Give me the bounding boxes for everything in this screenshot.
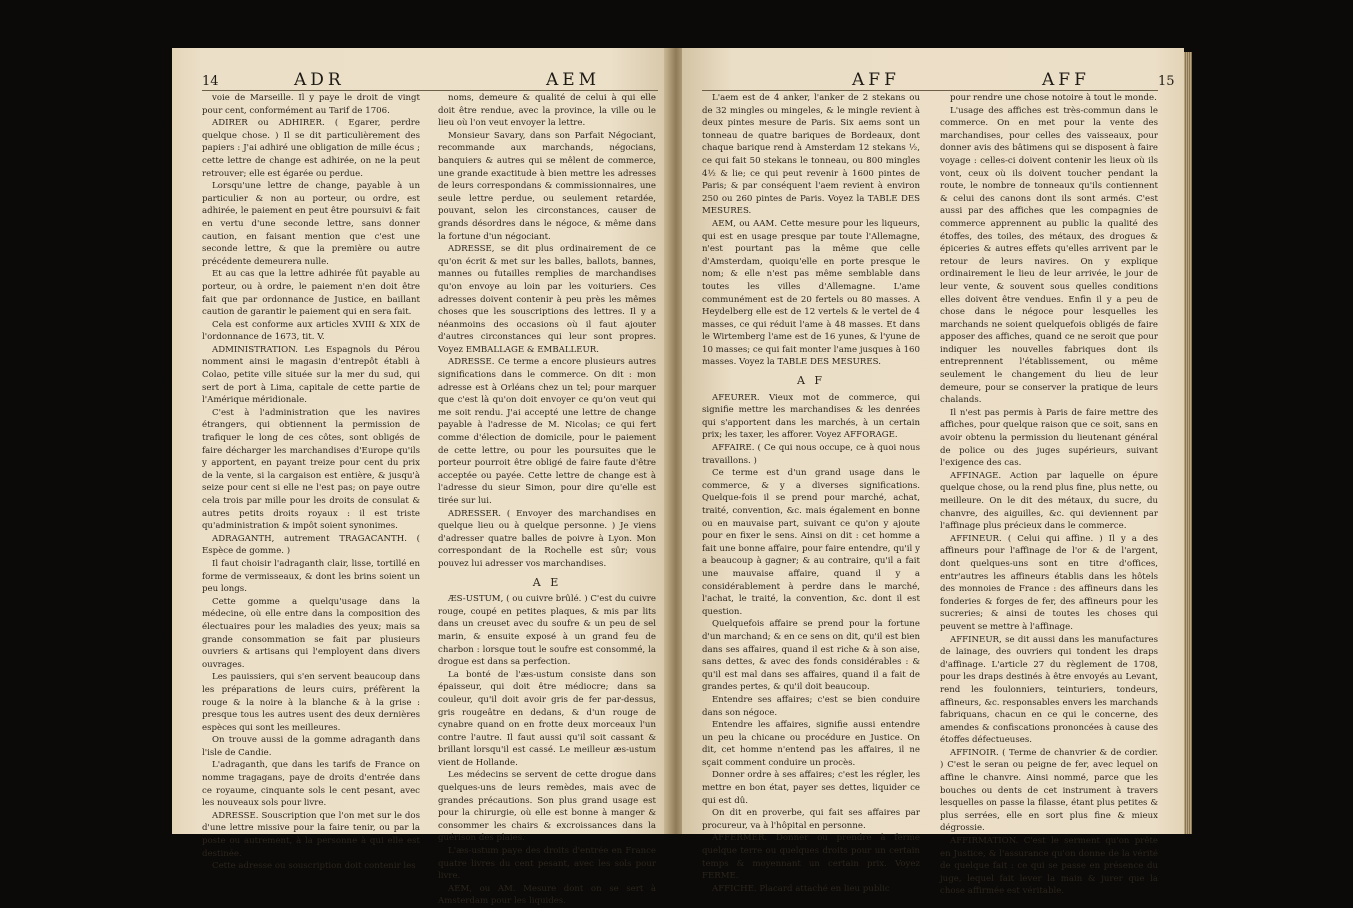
paragraph: La bonté de l'æs-ustum consiste dans son épaisseur, qui doit être médiocre; dans sa couleur, qu'il doit avoir gris de fer par-dessus, gris rougeâtre en dedans, & d'un rouge de cynabre quand on en frotte deux morceaux l'un contre l'autre. Il faut aussi qu'il soit cassant & brillant lorsqu'il est cassé. Le meilleur æs-ustum vient de Hollande.	[438, 669, 656, 768]
paragraph: Les pauissiers, qui s'en servent beaucoup dans les préparations de leurs cuirs, préfèrent la rouge & la noire à la blanche & à la grise : presque tous les autres usent des deux dernières espèces qui sont les meilleures.	[202, 672, 420, 733]
left-head-rule	[202, 90, 658, 91]
paragraph: ADRESSE, se dit plus ordinairement de ce qu'on écrit & met sur les balles, ballots, bannes, mannes ou futailles remplies de marchandises qu'on envoye au loin par les voituriers. Ces adresses doivent contenir à peu près les mêmes choses que les souscriptions des lettres. Il y a néanmoins des occasions où il faut ajouter d'autres circonstances qui leur sont propres. Voyez EMBALLAGE & EMBALLEUR.	[438, 244, 656, 355]
paragraph: On trouve aussi de la gomme adraganth dans l'isle de Candie.	[202, 735, 420, 758]
right-head-rule	[702, 90, 1158, 91]
left-page-number: 14	[202, 74, 219, 89]
paragraph: ADRAGANTH, autrement TRAGACANTH. ( Espèce de gomme. )	[202, 533, 420, 557]
right-column-1	[702, 92, 920, 895]
paragraph: Entendre ses affaires; c'est se bien conduire dans son négoce.	[702, 694, 920, 718]
paragraph: ADRESSE. Souscription que l'on met sur le dos d'une lettre missive pour la faire tenir, ou par la poste ou autrement, à la personne à qui elle est destinée.	[202, 810, 420, 859]
paragraph: AFFINAGE. Action par laquelle on épure quelque chose, ou la rend plus fine, plus nette, ou meilleure. On le dit des métaux, du sucre, du chanvre, des aiguilles, &c. qui deviennent par l'affinage plus précieux dans le commerce.	[940, 470, 1158, 532]
paragraph: pour rendre une chose notoire à tout le monde.	[950, 93, 1157, 103]
page-edges	[1184, 52, 1192, 834]
paragraph: noms, demeure & qualité de celui à qui elle doit être rendue, avec la province, la ville ou le lieu où l'on veut envoyer la lettre.	[438, 93, 656, 129]
left-column-1	[202, 92, 420, 873]
paragraph: Quelquefois affaire se prend pour la fortune d'un marchand; & en ce sens on dit, qu'il est bien dans ses affaires, quand il est riche & à son aise, sans dettes, & avec des fonds considérables : & qu'il est mal dans ses affaires, quand il a fait de grandes pertes, & qu'il doit beaucoup.	[702, 619, 920, 693]
book-spread	[172, 48, 1184, 907]
paragraph: AFFINEUR. ( Celui qui affine. ) Il y a des affineurs pour l'affinage de l'or & de l'argent, dont quelques-uns sont en titre d'offices, entr'autres les affineurs établis dans les hôtels des monnoies de France : des affineurs dans les fonderies & forges de fer, des affineurs pour les sucreries; & ainsi de toutes les choses qui peuvent se mettre à l'affinage.	[940, 533, 1158, 632]
paragraph: L'æs-ustum paye des droits d'entrée en France quatre livres du cent pesant, avec les sols pour livre.	[438, 846, 656, 882]
paragraph: ÆS-USTUM, ( ou cuivre brûlé. ) C'est du cuivre rouge, coupé en petites plaques, & mis par lits dans un creuset avec du soufre & un peu de sel marin, & ensuite exposé à un grand feu de charbon : lorsque tout le soufre est consommé, la drogue est dans sa perfection.	[438, 594, 656, 668]
paragraph: ADRESSE. Ce terme a encore plusieurs autres significations dans le commerce. On dit : mon adresse est à Orléans chez un tel; pour marquer que c'est là qu'on doit envoyer ce qu'on veut qui me soit rendu. J'ai accepté une lettre de change payable à l'adresse de M. Nicolas; ce qui fert comme d'élection de domicile, pour le paiement de cette lettre, ou pour les poursuites que le porteur pourroit être obligé de faire faute d'être acceptée ou payée. Cette lettre de change est à l'adresse du sieur Simon, pour dire qu'elle est tirée sur lui.	[438, 357, 656, 506]
paragraph: ADRESSER. ( Envoyer des marchandises en quelque lieu ou à quelque personne. ) Je viens d'adresser quatre balles de poivre à Lyon. Mon correspondant de la Rochelle est sûr; vous pouvez lui adresser vos marchandises.	[438, 508, 656, 569]
right-head-right: AFF	[1042, 70, 1090, 90]
paragraph: Lorsqu'une lettre de change, payable à un particulier & non au porteur, ou ordre, est adhirée, le paiement en peut être poursuivi & fait en vertu d'une seconde lettre, sans donner caution, en faisant mention que c'est une seconde lettre, & que la première ou autre précédente demeurera nulle.	[202, 181, 420, 267]
paragraph: C'est à l'administration que les navires étrangers, qui obtiennent la permission de trafiquer le long de ces côtes, sont obligés de faire décharger les marchandises d'Europe qu'ils y apportent, en payant treize pour cent du prix de la vente, si la cargaison est entière, & jusqu'à seize pour cent si elle ne l'est pas; on paye outre cela trois par mille pour les droits de consulat & autres petits droits royaux : il est triste qu'administration & impôt soient synonimes.	[202, 407, 420, 532]
right-page	[682, 48, 1184, 897]
right-column-2	[940, 92, 1158, 898]
paragraph: Ce terme est d'un grand usage dans le commerce, & y a diverses significations. Quelque-fois il se prend pour marché, achat, traité, convention, &c. mais également en bonne ou en mauvaise part, suivant ce qu'on y ajoute pour en fixer le sens. Ainsi on dit : cet homme a fait une bonne affaire, pour faire entendre, qu'il y a beaucoup à gagner; & au contraire, qu'il a fait une mauvaise affaire, quand il y a considérablement à perdre dans le marché, l'achat, le traité, la convention, &c. dont il est question.	[702, 468, 920, 617]
paragraph: AEM, ou AAM. Cette mesure pour les liqueurs, qui est en usage presque par toute l'Allemagne, n'est pourtant pas la même que celle d'Amsterdam, quoiqu'elle en porte presque le nom; & elle n'est pas même semblable dans toutes les villes d'Allemagne. L'ame communément est de 20 fertels ou 80 masses. A Heydelberg elle est de 12 vertels & le vertel de 4 masses, ce qui réduit l'ame à 48 masses. Et dans le Wirtemberg l'ame est de 16 yunes, & l'yune de 10 masses; ce qui fait monter l'ame jusques à 160 masses. Voyez la TABLE DES MESURES.	[702, 218, 920, 368]
paragraph: AFFERMER. Donner ou prendre à ferme quelque terre ou quelques droits pour un certain temps & moyennant un certain prix. Voyez FERME.	[702, 833, 920, 882]
left-head-right: AEM	[546, 70, 601, 90]
paragraph: voie de Marseille. Il y paye le droit de vingt pour cent, conformément au Tarif de 1706.	[202, 93, 420, 116]
right-page-number: 15	[1158, 74, 1175, 89]
paragraph: AFFIRMATION. C'est le serment qu'on prête en Justice, & l'assurance qu'on donne de la vérité de quelque fait : ce qui se passe en présence du juge, lequel fait lever la main & jurer que la chose affirmée est véritable.	[940, 836, 1158, 897]
left-head-left: ADR	[294, 70, 345, 90]
paragraph: L'aem est de 4 anker, l'anker de 2 stekans ou de 32 mingles ou mingeles, & le mingle revient à deux pintes mesure de Paris. Six aems sont un tonneau de quatre bariques de Bordeaux, dont chaque barique rend à Amsterdam 12 stekans ½, ce qui fait 50 stekans le tonneau, ou 800 mingles 4½ & lie; ce qui peut revenir à 1600 pintes de Paris; & par conséquent l'aem revient à environ 250 ou 260 pintes de Paris. Voyez la TABLE DES MESURES.	[702, 93, 920, 217]
paragraph: AFEURER. Vieux mot de commerce, qui signifie mettre les marchandises & les denrées qui s'apportent dans les marchés, à un certain prix; les taxer, les afforer. Voyez AFFORAGE.	[702, 392, 920, 441]
paragraph: AFFINOIR. ( Terme de chanvrier & de cordier. ) C'est le seran ou peigne de fer, avec lequel on affine le chanvre. Ainsi nommé, parce que les bouches ou dents de cet instrument à travers lesquelles on passe la filasse, étant plus petites & plus serrées, elle en sort plus fine & mieux dégrossie.	[940, 747, 1158, 834]
left-column-2	[438, 92, 656, 908]
paragraph: ADMINISTRATION. Les Espagnols du Pérou nomment ainsi le magasin d'entrepôt établi à Colao, petite ville située sur la mer du sud, qui sert de port à Lima, capitale de cette partie de l'Amérique méridionale.	[202, 344, 420, 406]
paragraph: Il faut choisir l'adraganth clair, lisse, tortillé en forme de vermisseaux, & dont les brins soient un peu longs.	[202, 558, 420, 595]
paragraph: Cela est conforme aux articles XVIII & XIX de l'ordonnance de 1673, tit. V.	[202, 319, 420, 343]
paragraph: On dit en proverbe, qui fait ses affaires par procureur, va à l'hôpital en personne.	[702, 808, 920, 831]
paragraph: ADIRER ou ADHIRER. ( Egarer, perdre quelque chose. ) Il se dit particulièrement des papiers : J'ai adhiré une obligation de mille écus ; cette lettre de change est adhirée, on ne la peut retrouver; elle est égarée ou perdue.	[202, 118, 420, 179]
left-page	[172, 48, 670, 907]
paragraph: Il n'est pas permis à Paris de faire mettre des affiches, pour quelque raison que ce soit, sans en avoir obtenu la permission du lieutenant général de police ou des juges supérieurs, suivant l'exigence des cas.	[940, 407, 1158, 469]
paragraph: L'adraganth, que dans les tarifs de France on nomme tragagans, paye de droits d'entrée dans ce royaume, cinquante sols le cent pesant, avec les nouveaux sols pour livre.	[202, 760, 420, 809]
paragraph: Entendre les affaires, signifie aussi entendre un peu la chicane ou procédure en Justice. On dit, cet homme n'entend pas les affaires, il ne sçait comment conduire un procès.	[702, 720, 920, 768]
right-running-head	[712, 70, 1175, 90]
paragraph: A F	[796, 374, 826, 388]
paragraph: AFFINEUR, se dit aussi dans les manufactures de lainage, des ouvriers qui tondent les draps d'affinage. L'article 27 du règlement de 1708, pour les draps destinés à être envoyés au Levant, rend les foulonniers, teinturiers, tondeurs, affineurs, &c. responsables envers les marchands fabriquans, chacun en ce qui le concerne, des amendes & confiscations prononcées à cause des étoffes défectueuses.	[940, 634, 1158, 746]
paragraph: Cette adresse ou souscription doit contenir les	[212, 861, 416, 872]
paragraph: A E	[532, 575, 562, 589]
paragraph: AFFAIRE. ( Ce qui nous occupe, ce à quoi nous travaillons. )	[702, 443, 920, 466]
left-running-head	[202, 70, 650, 90]
right-head-left: AFF	[852, 70, 900, 90]
paragraph: AEM, ou AM. Mesure dont on se sert à Amsterdam pour les liquides.	[438, 883, 656, 907]
paragraph: Et au cas que la lettre adhirée fût payable au porteur, ou à ordre, le paiement n'en doit être fait que par ordonnance de Justice, en baillant caution de garantir le paiement qui en sera fait.	[202, 269, 420, 318]
paragraph: L'usage des affiches est très-commun dans le commerce. On en met pour la vente des marchandises, pour celles des vaisseaux, pour donner avis des bâtimens qui se disposent à faire voyage : celles-ci doivent contenir les lieux où ils vont, ceux où ils doivent toucher pendant la route, le nombre de tonneaux qu'ils contiennent & celui des canons dont ils sont armés. C'est aussi par des affiches que les compagnies de commerce apprennent au public la qualité des étoffes, des toiles, des métaux, des drogues & épiceries & autres effets qu'elles arrivent par le retour de leurs navires. On y explique ordinairement le lieu de leur arrivée, le jour de leur vente, & souvent sous quelles conditions elles doivent être vendues. Enfin il y a peu de chose dans le négoce pour lesquelles les marchands ne soient quelquefois obligés de faire apposer des affiches, quand ce ne seroit que pour indiquer les nouvelles fabriques dont ils entreprennent l'établissement, ou même seulement le changement du lieu de leur demeure, pour se conserver la pratique de leurs chalands.	[940, 105, 1158, 406]
paragraph: Cette gomme a quelqu'usage dans la médecine, où elle entre dans la composition des électuaires pour les maladies des yeux; mais sa grande consommation se fait par plusieurs ouvriers & artisans qui l'employent dans divers ouvrages.	[202, 596, 420, 670]
paragraph: Monsieur Savary, dans son Parfait Négociant, recommande aux marchands, négocians, banquiers & autres qui se mêlent de commerce, une grande exactitude à bien mettre les adresses de leurs correspondans & commissionnaires, une seule lettre perdue, ou seulement retardée, pouvant, selon les circonstances, causer de grands désordres dans le négoce, & même dans la fortune d'un négociant.	[438, 130, 656, 242]
paragraph: Les médecins se servent de cette drogue dans quelques-uns de leurs remèdes, mais avec de grandes précautions. Son plus grand usage est pour la chirurgie, où elle est bonne à manger & consommer les chairs & excroissances dans la guérison des plaies.	[438, 770, 656, 844]
paragraph: Donner ordre à ses affaires; c'est les régler, les mettre en bon état, payer ses dettes, liquider ce qui est dû.	[702, 770, 920, 806]
paragraph: AFFICHE. Placard attaché en lieu public	[712, 883, 890, 894]
